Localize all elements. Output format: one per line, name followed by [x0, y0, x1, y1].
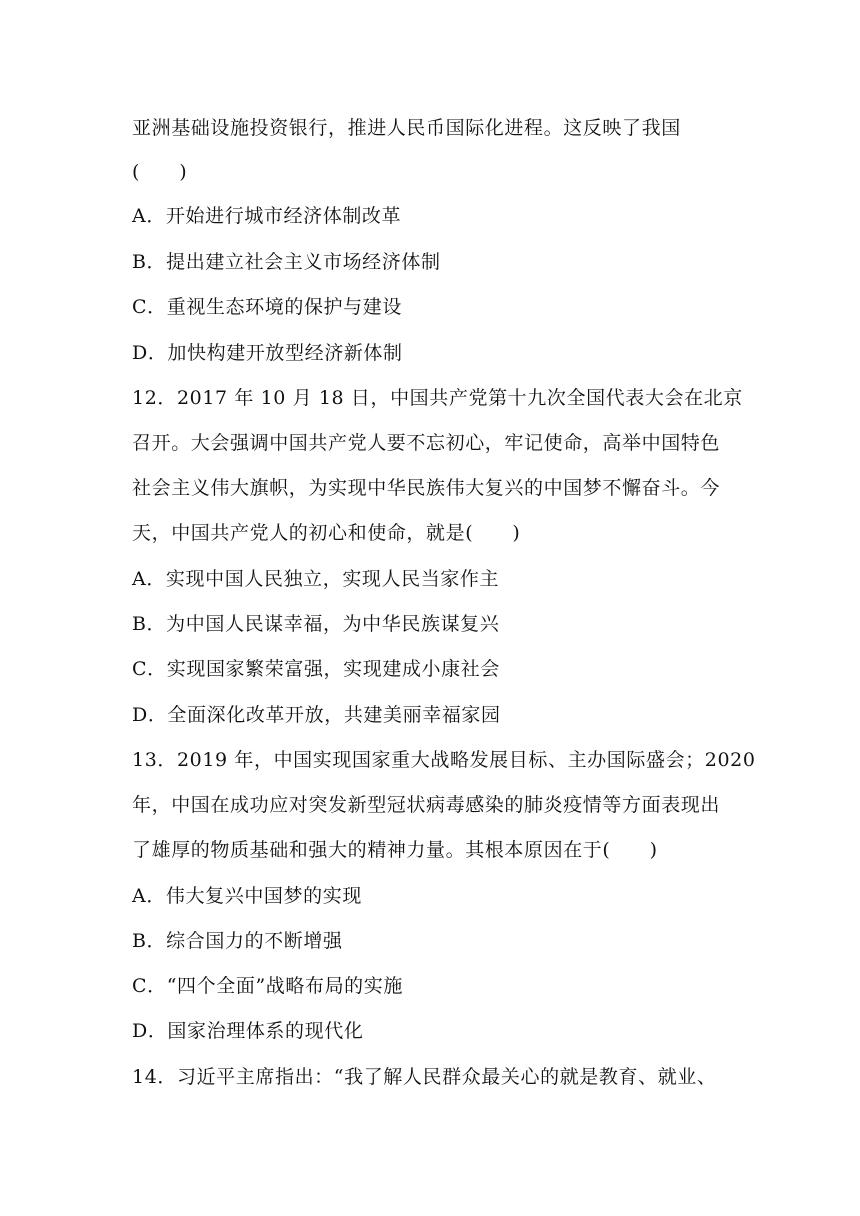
question-11-option-a: A．开始进行城市经济体制改革 — [132, 205, 402, 227]
question-12-option-b: B．为中国人民谋幸福，为中华民族谋复兴 — [132, 613, 500, 635]
question-14-stem-line-1: 14．习近平主席指出：“我了解人民群众最关心的就是教育、就业、 — [132, 1066, 717, 1088]
question-11-option-c: C．重视生态环境的保护与建设 — [132, 296, 402, 318]
question-13-option-d: D．国家治理体系的现代化 — [132, 1020, 364, 1042]
question-12-option-c: C．实现国家繁荣富强，实现建成小康社会 — [132, 658, 500, 680]
answer-blank: ( ) — [132, 161, 188, 183]
question-11-option-b: B．提出建立社会主义市场经济体制 — [132, 251, 441, 273]
question-11-option-d: D．加快构建开放型经济新体制 — [132, 342, 403, 364]
question-12-stem-line-4: 天，中国共产党人的初心和使命，就是( ) — [132, 522, 521, 544]
question-11-stem-line: 亚洲基础设施投资银行，推进人民币国际化进程。这反映了我国 — [132, 117, 681, 139]
question-13-stem-line-1: 13．2019 年，中国实现国家重大战略发展目标、主办国际盛会；2020 — [132, 749, 756, 771]
question-13-stem-line-2: 年，中国在成功应对突发新型冠状病毒感染的肺炎疫情等方面表现出 — [132, 794, 721, 816]
question-12-stem-line-2: 召开。大会强调中国共产党人要不忘初心，牢记使命，高举中国特色 — [132, 432, 721, 454]
question-12-stem-line-1: 12．2017 年 10 月 18 日，中国共产党第十九次全国代表大会在北京 — [132, 387, 743, 409]
question-13-stem-line-3: 了雄厚的物质基础和强大的精神力量。其根本原因在于( ) — [132, 839, 658, 861]
question-12-option-d: D．全面深化改革开放，共建美丽幸福家园 — [132, 704, 501, 726]
question-13-option-b: B．综合国力的不断增强 — [132, 930, 343, 952]
question-12-option-a: A．实现中国人民独立，实现人民当家作主 — [132, 568, 500, 590]
question-13-option-a: A．伟大复兴中国梦的实现 — [132, 885, 362, 907]
question-13-option-c: C．“四个全面”战略布局的实施 — [132, 975, 403, 997]
question-12-stem-line-3: 社会主义伟大旗帜，为实现中华民族伟大复兴的中国梦不懈奋斗。今 — [132, 477, 721, 499]
